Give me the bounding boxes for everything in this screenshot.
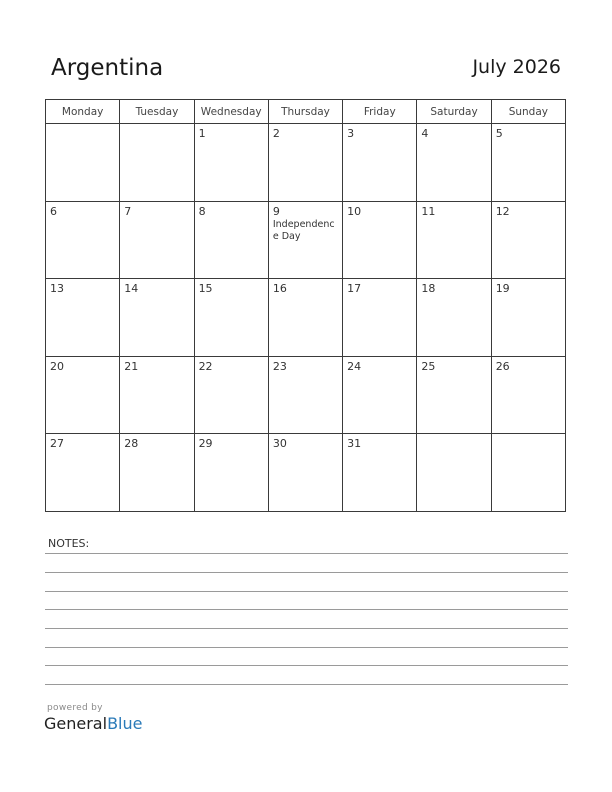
- day-number: 25: [421, 359, 436, 373]
- day-number: 10: [347, 204, 362, 218]
- day-cell: [417, 201, 491, 279]
- day-number: 8: [198, 204, 206, 218]
- day-number: 22: [198, 359, 213, 373]
- day-number: 16: [272, 282, 287, 296]
- calendar-country-title: Argentina: [51, 55, 164, 81]
- logo-blue-text: Blue: [107, 714, 143, 733]
- weekday-header: Thursday: [268, 100, 342, 124]
- day-number: 24: [347, 359, 362, 373]
- day-number: 11: [421, 204, 436, 218]
- notes-line: [45, 628, 568, 629]
- day-cell: [194, 124, 268, 202]
- day-number: 4: [421, 127, 429, 140]
- day-number: 30: [272, 437, 287, 451]
- weekday-header-row: [46, 100, 566, 124]
- day-cell: [120, 201, 194, 279]
- day-cell: [268, 124, 342, 202]
- day-number: 20: [50, 359, 64, 373]
- day-cell: [343, 356, 417, 434]
- weekday-header: Saturday: [417, 100, 491, 124]
- powered-by-text: powered by: [47, 703, 103, 713]
- week-row: [46, 124, 566, 202]
- day-cell: [417, 279, 491, 357]
- day-cell: [46, 201, 120, 279]
- day-cell: [194, 434, 268, 512]
- day-number: 29: [198, 437, 213, 451]
- day-number: 15: [198, 282, 213, 296]
- generalblue-branding[interactable]: [44, 703, 142, 733]
- day-cell: [417, 356, 491, 434]
- notes-line: [45, 684, 568, 685]
- week-row: [46, 434, 566, 512]
- notes-line: [45, 647, 568, 648]
- day-number: 7: [124, 204, 132, 218]
- day-number: 12: [495, 204, 510, 218]
- logo-general-text: General: [44, 714, 108, 733]
- day-number: 2: [272, 127, 280, 140]
- day-cell: [120, 356, 194, 434]
- day-number: 21: [124, 359, 139, 373]
- day-cell: [120, 124, 194, 202]
- day-cell: [491, 434, 565, 512]
- day-number: 17: [347, 282, 362, 296]
- day-cell: [46, 356, 120, 434]
- day-number: 31: [347, 437, 362, 451]
- day-cell: [120, 434, 194, 512]
- notes-line: [45, 609, 568, 610]
- notes-label: NOTES:: [48, 537, 90, 550]
- generalblue-logo: [44, 714, 142, 733]
- day-cell: [491, 201, 565, 279]
- day-cell: [343, 124, 417, 202]
- notes-line: [45, 665, 568, 666]
- weekday-header: Monday: [46, 100, 120, 124]
- weekday-header: Wednesday: [194, 100, 268, 124]
- weekday-header: Sunday: [491, 100, 565, 124]
- weekday-header: Tuesday: [120, 100, 194, 124]
- day-cell: [491, 356, 565, 434]
- day-cell: [194, 201, 268, 279]
- day-number: 23: [272, 359, 287, 373]
- day-cell: [268, 434, 342, 512]
- day-cell: [194, 279, 268, 357]
- week-row: [46, 356, 566, 434]
- day-cell: [268, 279, 342, 357]
- day-number: 18: [421, 282, 436, 296]
- day-cell: [120, 279, 194, 357]
- day-number: 5: [495, 127, 503, 140]
- week-row: [46, 201, 566, 279]
- day-cell: [194, 356, 268, 434]
- notes-line: [45, 572, 568, 573]
- day-number: 3: [347, 127, 355, 140]
- day-cell: [268, 356, 342, 434]
- day-cell: [343, 434, 417, 512]
- week-row: [46, 279, 566, 357]
- day-cell: [46, 434, 120, 512]
- day-cell: [491, 124, 565, 202]
- calendar-month-title: July 2026: [472, 56, 561, 78]
- day-number: 28: [124, 437, 139, 451]
- day-cell: [343, 279, 417, 357]
- day-cell: [417, 124, 491, 202]
- day-number: 13: [50, 282, 64, 296]
- day-number: 14: [124, 282, 139, 296]
- day-number: 27: [50, 437, 64, 451]
- notes-line: [45, 553, 568, 554]
- day-cell: [343, 201, 417, 279]
- day-number: 9: [272, 204, 280, 218]
- day-cell: [46, 124, 120, 202]
- calendar-grid: [45, 99, 566, 512]
- day-number: 26: [495, 359, 510, 373]
- notes-line: [45, 591, 568, 592]
- day-number: 19: [495, 282, 510, 296]
- day-cell: [417, 434, 491, 512]
- weekday-header: Friday: [343, 100, 417, 124]
- day-number: 6: [50, 204, 57, 218]
- day-cell: [268, 201, 342, 279]
- holiday-event: Independence Day: [272, 218, 335, 242]
- day-number: 1: [198, 127, 206, 140]
- day-cell: [491, 279, 565, 357]
- day-cell: [46, 279, 120, 357]
